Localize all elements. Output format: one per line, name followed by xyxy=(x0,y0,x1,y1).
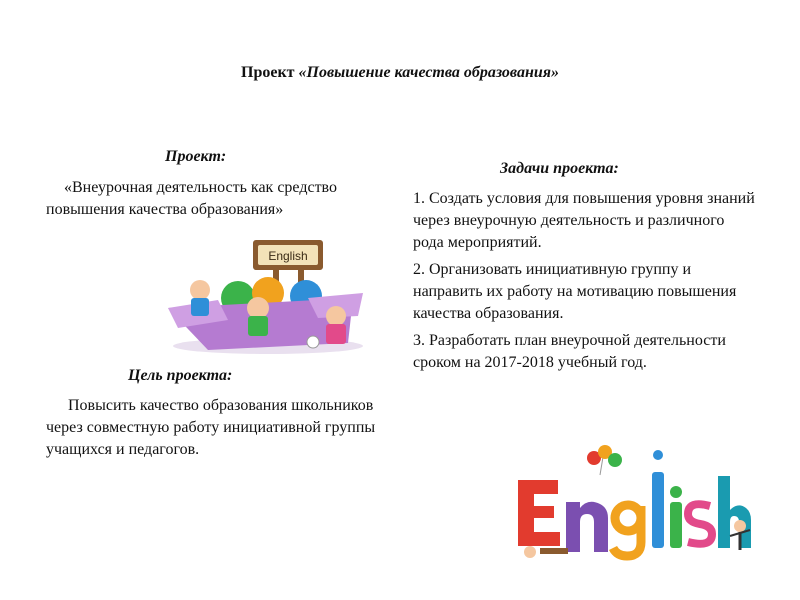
slide-title xyxy=(0,64,800,82)
tasks-list xyxy=(413,188,758,379)
english-letters-illustration xyxy=(510,440,755,570)
project-heading: Проект: xyxy=(165,148,227,165)
kids-box-illustration xyxy=(158,238,368,356)
balloon-icon xyxy=(608,453,622,467)
title-prefix: Проект xyxy=(241,64,299,81)
project-text: «Внеурочная деятельность как средство повышения качества образования» xyxy=(46,179,337,218)
task-item: 1. Создать условия для повышения уровня знаний через внеурочную деятельность и различного рода мероприятий. xyxy=(413,190,755,251)
sign-label: English xyxy=(268,249,308,263)
task-item: 3. Разработать план внеурочной деятельности сроком на 2017-2018 учебный год. xyxy=(413,332,726,371)
goal-heading: Цель проекта: xyxy=(128,367,233,384)
balloon-icon xyxy=(653,450,663,460)
task-item: 2. Организовать инициативную группу и направить их работу на мотивацию повышения качества образования. xyxy=(413,261,737,322)
title-italic: «Повышение качества образования» xyxy=(298,64,559,81)
tasks-heading: Задачи проекта: xyxy=(500,160,619,177)
goal-text: Повысить качество образования школьников через совместную работу инициативной группы учащихся и педагогов. xyxy=(46,397,376,458)
